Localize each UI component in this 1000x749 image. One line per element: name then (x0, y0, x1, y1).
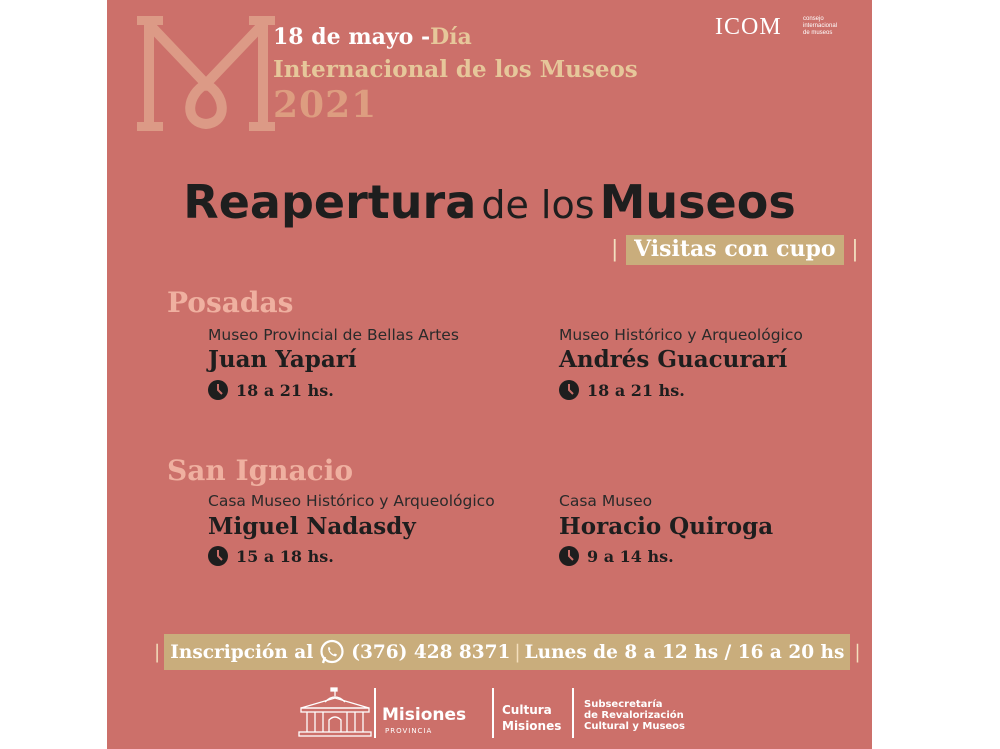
hours-text: 15 a 18 hs. (236, 546, 334, 566)
registration-label: Inscripción al (170, 641, 314, 663)
separator: | (154, 641, 161, 663)
title-museos: Museos (599, 175, 796, 229)
museum-hours (559, 546, 674, 566)
museum-hours (208, 546, 334, 566)
cultura-line: Misiones (502, 719, 562, 733)
title-de-los: de los (481, 183, 595, 227)
museum-name: Andrés Guacurarí (559, 346, 788, 373)
clock-icon (208, 546, 228, 566)
international-day-title: Internacional de los Museos (273, 56, 638, 83)
subsec-line: Cultural y Museos (584, 721, 686, 732)
separator: | (611, 237, 619, 262)
icom-subtitle (803, 16, 853, 37)
registration-box (164, 634, 850, 670)
hours-text: 18 a 21 hs. (236, 380, 334, 400)
event-date (273, 24, 472, 50)
event-year: 2021 (273, 84, 378, 126)
date-text: 18 de mayo - (273, 24, 431, 50)
museum-name: Horacio Quiroga (559, 513, 774, 540)
city-san-ignacio: San Ignacio (167, 454, 354, 487)
main-title (107, 175, 872, 229)
icom-sub-line: consejo (803, 16, 824, 22)
provincia-label: PROVINCIA (385, 727, 433, 735)
museum-day-m-logo (135, 14, 275, 134)
whatsapp-icon (319, 639, 345, 665)
museum-name: Miguel Nadasdy (208, 513, 416, 540)
museum-type: Casa Museo (559, 492, 653, 510)
visits-subtitle (603, 236, 867, 270)
clock-icon (559, 546, 579, 566)
poster (107, 0, 872, 749)
misiones-logo: Misiones (382, 705, 467, 725)
clock-icon (208, 380, 228, 400)
icom-sub-line: internacional (803, 23, 838, 29)
city-posadas: Posadas (167, 286, 294, 319)
phone-number[interactable]: (376) 428 8371 (351, 641, 511, 663)
subsec-line: Subsecretaría (584, 699, 663, 710)
registration-band (150, 634, 865, 670)
museum-hours (559, 380, 685, 400)
hours-text: 18 a 21 hs. (587, 380, 685, 400)
hours-text: 9 a 14 hs. (587, 546, 674, 566)
government-building-icon (297, 686, 373, 738)
separator: | (851, 237, 859, 262)
separator: | (854, 641, 861, 663)
museum-name: Juan Yaparí (208, 346, 357, 373)
dia-text: Día (430, 24, 472, 50)
museum-type: Museo Provincial de Bellas Artes (208, 326, 459, 344)
separator: | (514, 641, 521, 663)
title-reapertura: Reapertura (183, 175, 477, 229)
icom-logo: ICOM (715, 14, 782, 40)
subtitle-text: Visitas con cupo (626, 235, 843, 265)
subsec-line: de Revalorización (584, 710, 684, 721)
footer-divider (492, 688, 494, 738)
registration-schedule: Lunes de 8 a 12 hs / 16 a 20 hs (524, 641, 845, 663)
museum-hours (208, 380, 334, 400)
museum-type: Casa Museo Histórico y Arqueológico (208, 492, 495, 510)
subsecretaria-logo (584, 699, 694, 732)
museum-type: Museo Histórico y Arqueológico (559, 326, 803, 344)
icom-sub-line: de museos (803, 30, 833, 36)
cultura-misiones-logo (502, 702, 561, 734)
footer-divider (374, 688, 376, 738)
clock-icon (559, 380, 579, 400)
cultura-line: Cultura (502, 703, 552, 717)
footer-divider (572, 688, 574, 738)
